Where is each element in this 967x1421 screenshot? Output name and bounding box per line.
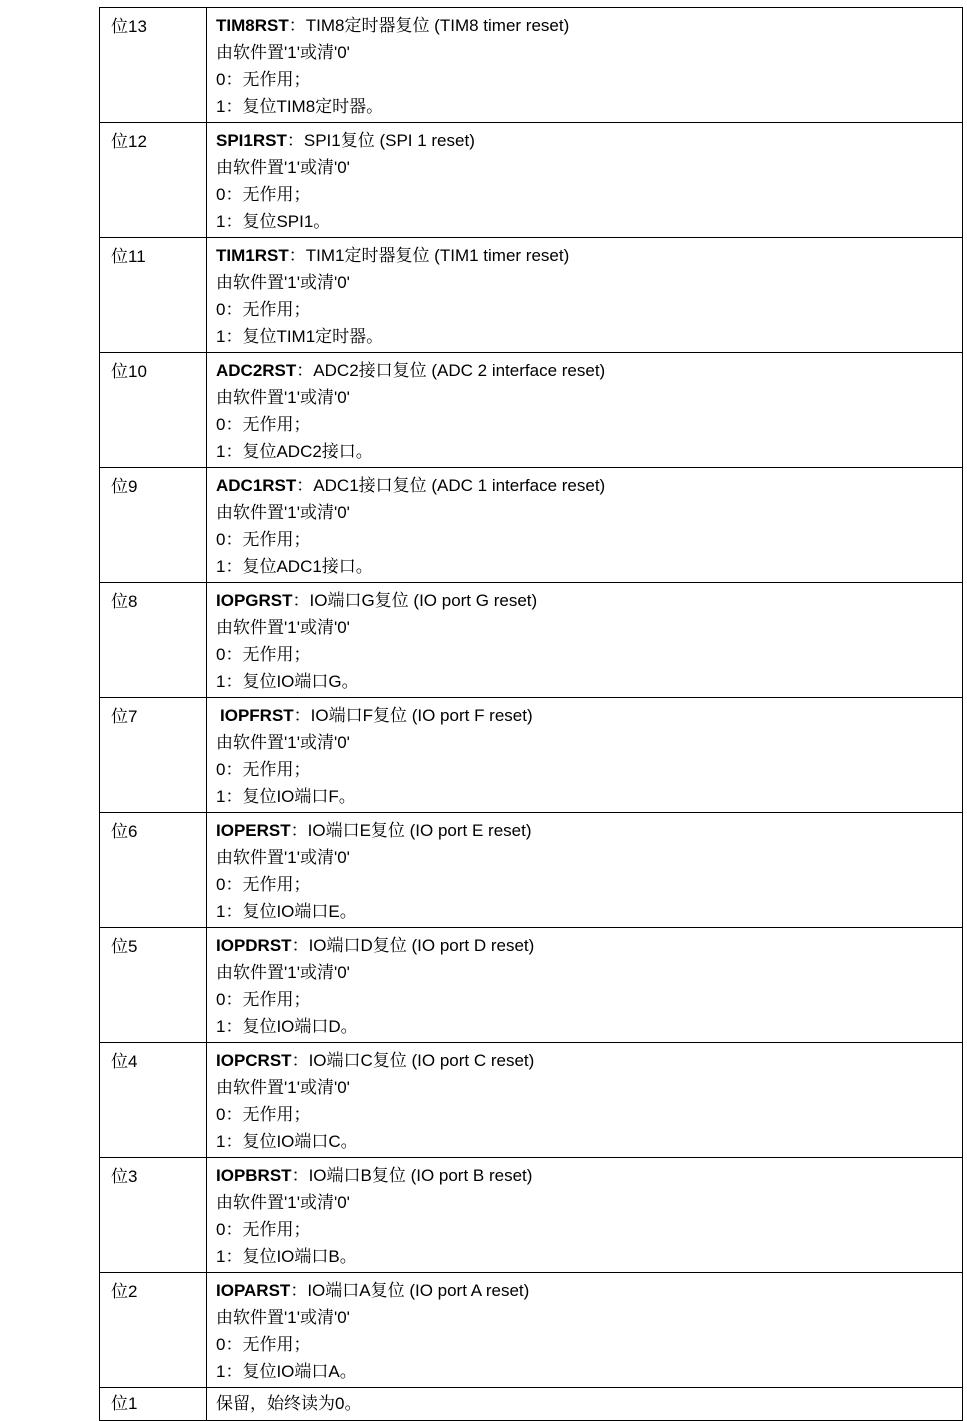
bit-number: 位4	[100, 1043, 207, 1158]
field-access: 由软件置'1'或清'0'	[216, 848, 350, 867]
bit-number: 位13	[100, 8, 207, 123]
field-value-0: 0：无作用；	[216, 1220, 311, 1239]
bit-description	[207, 1158, 963, 1273]
field-heading	[216, 242, 962, 269]
field-heading	[216, 472, 962, 499]
field-access: 由软件置'1'或清'0'	[216, 963, 350, 982]
field-name: IOPDRST	[216, 936, 292, 955]
field-heading	[216, 12, 962, 39]
field-value-1: 1：复位IO端口A。	[216, 1362, 357, 1381]
field-value-0: 0：无作用；	[216, 1105, 311, 1124]
field-value-0: 0：无作用；	[216, 300, 311, 319]
field-separator: ：	[291, 936, 309, 955]
field-title: TIM1定时器复位 (TIM1 timer reset)	[305, 246, 570, 265]
field-value-0: 0：无作用；	[216, 530, 311, 549]
field-value-0: 0：无作用；	[216, 760, 311, 779]
field-name: ADC1RST	[216, 476, 297, 495]
field-value-0: 0：无作用；	[216, 415, 311, 434]
field-access: 由软件置'1'或清'0'	[216, 1078, 350, 1097]
field-value-0: 0：无作用；	[216, 990, 311, 1009]
field-name: IOPARST	[216, 1281, 291, 1300]
field-title: ADC2接口复位 (ADC 2 interface reset)	[313, 361, 606, 380]
bit-number: 位11	[100, 238, 207, 353]
field-title: ADC1接口复位 (ADC 1 interface reset)	[313, 476, 606, 495]
field-separator: ：	[288, 246, 306, 265]
bit-number: 位3	[100, 1158, 207, 1273]
bit-number: 位8	[100, 583, 207, 698]
bit-number: 位1	[100, 1388, 207, 1421]
field-value-1: 1：复位IO端口C。	[216, 1132, 358, 1151]
field-heading	[216, 932, 962, 959]
field-value-0: 0：无作用；	[216, 875, 311, 894]
field-value-0: 0：无作用；	[216, 185, 311, 204]
table-row	[100, 1158, 963, 1273]
bit-number: 位7	[100, 698, 207, 813]
field-access: 由软件置'1'或清'0'	[216, 733, 350, 752]
field-separator: ：	[293, 706, 311, 725]
bit-description	[207, 813, 963, 928]
field-access: 由软件置'1'或清'0'	[216, 1308, 350, 1327]
table-row	[100, 928, 963, 1043]
field-title: IO端口E复位 (IO port E reset)	[307, 821, 532, 840]
field-separator: ：	[290, 1281, 308, 1300]
field-name: IOPERST	[216, 821, 291, 840]
field-value-1: 1：复位TIM1定时器。	[216, 327, 384, 346]
field-value-0: 0：无作用；	[216, 1335, 311, 1354]
table-row	[100, 8, 963, 123]
field-heading	[216, 357, 962, 384]
table-row	[100, 238, 963, 353]
bit-description	[207, 928, 963, 1043]
field-heading	[216, 1047, 962, 1074]
field-heading	[216, 702, 962, 729]
field-heading	[216, 587, 962, 614]
table-row	[100, 698, 963, 813]
bit-description	[207, 238, 963, 353]
bit-description	[207, 468, 963, 583]
bit-description	[207, 8, 963, 123]
field-access: 由软件置'1'或清'0'	[216, 388, 350, 407]
field-access: 由软件置'1'或清'0'	[216, 273, 350, 292]
field-value-1: 1：复位TIM8定时器。	[216, 97, 384, 116]
table-row	[100, 468, 963, 583]
bit-description	[207, 1273, 963, 1388]
field-value-1: 1：复位IO端口F。	[216, 787, 356, 806]
field-name: ADC2RST	[216, 361, 297, 380]
field-access: 由软件置'1'或清'0'	[216, 618, 350, 637]
field-separator: ：	[291, 1051, 309, 1070]
field-name: IOPFRST	[220, 706, 294, 725]
field-separator: ：	[290, 821, 308, 840]
field-title: IO端口A复位 (IO port A reset)	[307, 1281, 530, 1300]
field-access: 由软件置'1'或清'0'	[216, 1193, 350, 1212]
field-access: 由软件置'1'或清'0'	[216, 158, 350, 177]
bit-number: 位12	[100, 123, 207, 238]
field-separator: ：	[292, 591, 310, 610]
field-access: 由软件置'1'或清'0'	[216, 503, 350, 522]
bit-description	[207, 698, 963, 813]
field-heading	[216, 127, 962, 154]
field-value-1: 1：复位ADC1接口。	[216, 557, 373, 576]
bit-description	[207, 1043, 963, 1158]
field-value-1: 1：复位IO端口G。	[216, 672, 359, 691]
field-access: 由软件置'1'或清'0'	[216, 43, 350, 62]
table-row	[100, 353, 963, 468]
field-value-1: 1：复位IO端口B。	[216, 1247, 357, 1266]
table-row	[100, 813, 963, 928]
field-separator: ：	[288, 16, 306, 35]
field-name: TIM1RST	[216, 246, 289, 265]
bit-number: 位9	[100, 468, 207, 583]
field-title: TIM8定时器复位 (TIM8 timer reset)	[305, 16, 570, 35]
bit-description	[207, 123, 963, 238]
field-name: SPI1RST	[216, 131, 287, 150]
field-heading	[216, 1162, 962, 1189]
field-value-0: 0：无作用；	[216, 645, 311, 664]
field-name: IOPGRST	[216, 591, 293, 610]
field-separator: ：	[296, 476, 314, 495]
field-separator: ：	[296, 361, 314, 380]
bit-number: 位10	[100, 353, 207, 468]
field-separator: ：	[286, 131, 304, 150]
table-row	[100, 1043, 963, 1158]
field-title: SPI1复位 (SPI 1 reset)	[303, 131, 475, 150]
field-value-1: 1：复位IO端口D。	[216, 1017, 358, 1036]
bit-number: 位2	[100, 1273, 207, 1388]
bit-description	[207, 583, 963, 698]
field-heading	[216, 817, 962, 844]
field-title: IO端口G复位 (IO port G reset)	[309, 591, 538, 610]
table-row	[100, 1273, 963, 1388]
reserved-text: 保留，始终读为0。	[216, 1394, 362, 1413]
field-value-1: 1：复位IO端口E。	[216, 902, 357, 921]
bit-description	[207, 353, 963, 468]
table-row	[100, 123, 963, 238]
field-name: TIM8RST	[216, 16, 289, 35]
bit-number: 位5	[100, 928, 207, 1043]
bit-number: 位6	[100, 813, 207, 928]
field-title: IO端口D复位 (IO port D reset)	[308, 936, 535, 955]
field-title: IO端口C复位 (IO port C reset)	[308, 1051, 535, 1070]
field-title: IO端口F复位 (IO port F reset)	[310, 706, 533, 725]
table-row	[100, 583, 963, 698]
field-name: IOPBRST	[216, 1166, 292, 1185]
field-heading	[216, 1277, 962, 1304]
field-value-1: 1：复位SPI1。	[216, 212, 331, 231]
field-title: IO端口B复位 (IO port B reset)	[308, 1166, 533, 1185]
register-bit-table	[99, 7, 963, 1421]
field-value-1: 1：复位ADC2接口。	[216, 442, 373, 461]
field-name: IOPCRST	[216, 1051, 292, 1070]
field-separator: ：	[291, 1166, 309, 1185]
field-value-0: 0：无作用；	[216, 70, 311, 89]
